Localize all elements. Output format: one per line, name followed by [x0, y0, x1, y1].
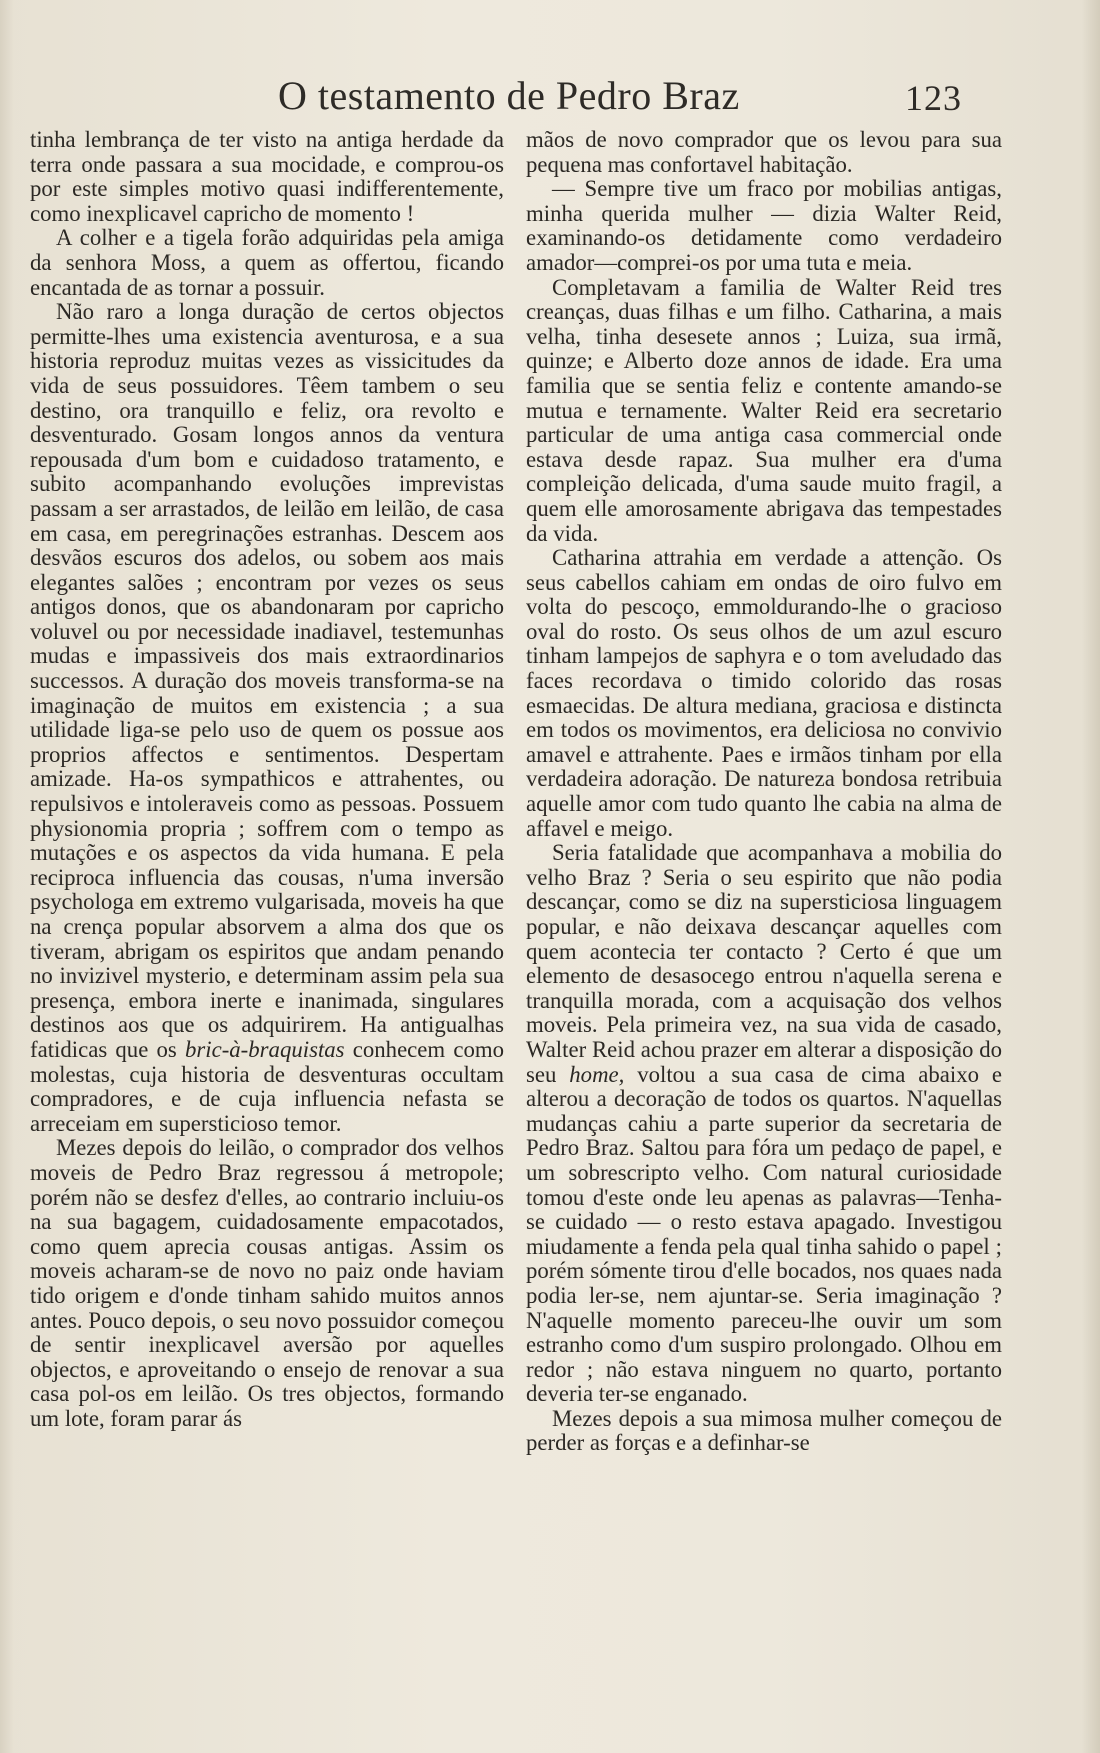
paragraph: Mezes depois a sua mimosa mulher começou de perder as forças e a definhar-se [526, 1405, 1002, 1456]
paragraph-text: Seria fatalidade que acompanhava a mobilia do velho Braz ? Seria o seu espirito que não podia descançar, como se diz na supersticiosa linguagem popular, e não deixava descançar aquelles com quem acontecia ter contacto ? Certo é que um elemento de desasocego entrou n'aquella serena e tranquilla morada, com a acquisação dos velhos moveis. Pela primeira vez, na sua vida de casado, Walter Reid achou prazer em alterar a disposição do seu [526, 840, 1002, 1087]
text-column-left [30, 128, 504, 1431]
paragraph: — Sempre tive um fraco por mobilias antigas, minha querida mulher — dizia Walter Reid, examinando-os detidamente como verdadeiro amador—comprei-os por uma tuta e meia. [526, 176, 1002, 275]
paragraph: Mezes depois do leilão, o comprador dos velhos moveis de Pedro Braz regressou á metropole; porém não se desfez d'elles, ao contrario incluiu-os na sua bagagem, cuidadosamente empacotados, como quem aprecia cousas antigas. Assim os moveis acharam-se de novo no paiz onde haviam tido origem e d'onde tinham sahido muitos annos antes. Pouco depois, o seu novo possuidor começou de sentir inexplicavel aversão por aquelles objectos, e aproveitando o ensejo de renovar a sua casa pol-os em leilão. Os tres objectos, formando um lote, foram parar ás [30, 1135, 504, 1431]
italic-term: home, [569, 1061, 625, 1087]
paragraph-text: voltou a sua casa de cima abaixo e alterou a decoração de todos os quartos. N'aquellas mudanças cahiu a parte superior da secretaria de Pedro Braz. Saltou para fóra um pedaço de papel, e um sobrescripto velho. Com natural curiosidade tomou d'este onde leu apenas as palavras—Tenha-se cuidado — o resto estava apagado. Investigou miudamente a fenda pela qual tinha sahido o papel ; porém sómente tirou d'elle bocados, nos quaes nada podia ler-se, nem ajuntar-se. Seria imaginação ? N'aquelle momento pareceu-lhe ouvir um som estranho como d'um suspiro prolongado. Olhou em redor ; não estava ninguem no quarto, portanto deveria ter-se enganado. [526, 1061, 1003, 1407]
paragraph: mãos de novo comprador que os levou para sua pequena mas confortavel habitação. [526, 127, 1002, 177]
text-column-right [526, 128, 1002, 1456]
page-right-shadow [1082, 0, 1100, 1753]
paragraph: Catharina attrahia em verdade a attenção. Os seus cabellos cahiam em ondas de oiro fulvo em volta do pescoço, emmoldurando-lhe o gracioso oval do rosto. Os seus olhos de um azul escuro tinham lampejos de saphyra e o tom aveludado das faces recordava o timido colorido das rosas esmaecidas. De altura mediana, graciosa e distincta em todos os movimentos, era deliciosa no convivio amavel e attrahente. Paes e irmãos tinham por ella verdadeira adoração. De natureza bondosa retribuia aquelle amor com tudo quanto lhe cabia na alma de affavel e meigo. [526, 545, 1002, 841]
paragraph-text: Não raro a longa duração de certos objectos permitte-lhes uma existencia aventurosa, e a sua historia reproduz muitas vezes as vissicitudes da vida de seus possuidores. Têem tambem o seu destino, ora tranquillo e feliz, ora revolto e desventurado. Gosam longos annos da ventura repousada d'um bom e cuidadoso tratamento, e subito acompanhando evoluções imprevistas passam a ser arrastados, de leilão em leilão, de casa em casa, em peregrinações estranhas. Descem aos desvãos escuros dos adelos, ou sobem aos mais elegantes salões ; encontram por vezes os seus antigos donos, que os abandonaram por capricho voluvel ou por necessidade inadiavel, testemunhas mudas e impassiveis dos mais extraordinarios successos. A duração dos moveis transforma-se na imaginação de muitos em existencia ; a sua utilidade liga-se pelo uso de quem os possue aos proprios affectos e sentimentos. Despertam amizade. Ha-os sympathicos e attrahentes, ou repulsivos e intoleraveis como as pessoas. Possuem physionomia propria ; soffrem com o tempo as mutações e os aspectos da vida humana. E pela reciproca influencia das cousas, n'uma inversão psychologa em extremo vulgarisada, moveis ha que na crença popular absorvem a alma dos que os tiveram, abrigam os espiritos que andam penando no invizivel mysterio, e determinam assim pela sua presença, embora inerte e inanimada, singulares destinos aos que os adquirirem. Ha antigualhas fatidicas que os [30, 299, 504, 1062]
paragraph: Completavam a familia de Walter Reid tres creanças, duas filhas e um filho. Catharina, a mais velha, tinha desesete annos ; Luiza, sua irmã, quinze; e Alberto doze annos de idade. Era uma familia que se sentia feliz e contente amando-se mutua e ternamente. Walter Reid era secretario particular de uma antiga casa commercial onde estava desde rapaz. Sua mulher era d'uma compleição delicada, d'uma saude muito fragil, a quem elle amorosamente abrigava das tempestades da vida. [526, 274, 1002, 546]
paragraph [30, 300, 504, 1136]
paragraph: tinha lembrança de ter visto na antiga herdade da terra onde passara a sua mocidade, e comprou-os por este simples motivo quasi indifferentemente, como inexplicavel capricho de momento ! [30, 127, 504, 226]
page-number: 123 [905, 78, 962, 118]
running-head-title: O testamento de Pedro Braz [278, 73, 740, 118]
paragraph: A colher e a tigela forão adquiridas pela amiga da senhora Moss, a quem as offertou, ficando encantada de as tornar a possuir. [30, 225, 504, 300]
paragraph-text: conhecem como molestas, cuja historia de desventuras occultam compradores, e de cuja influencia nefasta se arreceiam em supersticioso temor. [30, 1036, 504, 1136]
page-left-shadow [0, 0, 14, 1753]
paragraph [526, 841, 1002, 1407]
italic-term: bric-à-braquistas [184, 1036, 345, 1062]
